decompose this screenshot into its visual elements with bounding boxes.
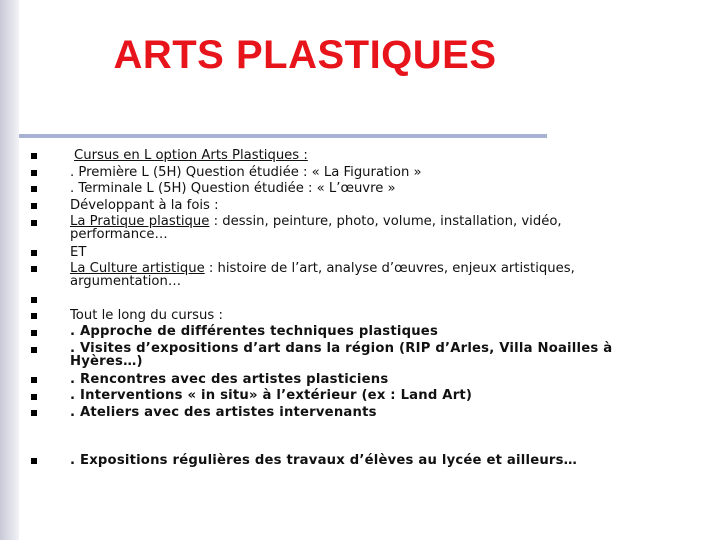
bullet-icon (31, 250, 37, 256)
bullet-icon (31, 153, 37, 159)
list-item: . Ateliers avec des artistes intervenants (70, 405, 377, 420)
bullet-icon (31, 170, 37, 176)
title-divider (19, 134, 547, 138)
list-item: ET (70, 245, 87, 260)
bullet-icon (31, 377, 37, 383)
bullet-icon (31, 458, 37, 464)
cursus-heading-text: Cursus en L option Arts Plastiques : (74, 148, 308, 163)
list-item: . Approche de différentes techniques plastiques (70, 324, 438, 339)
list-item: . Expositions régulières des travaux d’élèves au lycée et ailleurs… (70, 453, 578, 468)
culture-label: La Culture artistique (70, 261, 205, 276)
list-item: . Visites d’expositions d’art dans la région (RIP d’Arles, Villa Noailles à Hyères…) (70, 341, 613, 369)
bullet-icon (31, 297, 37, 303)
page-title: ARTS PLASTIQUES (113, 33, 497, 77)
list-item-culture (70, 262, 638, 288)
list-item: . Première L (5H) Question étudiée : « La Figuration » (70, 165, 422, 180)
culture-text: : histoire de l’art, analyse d’œuvres, enjeux artistiques, argumentation… (70, 261, 575, 289)
bullet-icon (31, 347, 37, 353)
bullet-icon (31, 220, 37, 226)
list-item-pratique (70, 215, 638, 241)
list-item: Développant à la fois : (70, 198, 219, 213)
pratique-label: La Pratique plastique (70, 214, 210, 229)
cursus-heading (74, 149, 638, 162)
bullet-icon (31, 203, 37, 209)
bullet-icon (31, 186, 37, 192)
list-item: . Interventions « in situ» à l’extérieur (ex : Land Art) (70, 388, 473, 403)
bullet-icon (31, 266, 37, 272)
bullet-icon (31, 313, 37, 319)
pratique-text: : dessin, peinture, photo, volume, installation, vidéo, performance… (70, 214, 562, 242)
bullet-icon (31, 410, 37, 416)
list-item: Tout le long du cursus : (70, 308, 223, 323)
list-item: . Terminale L (5H) Question étudiée : « L’œuvre » (70, 181, 396, 196)
list-item: . Rencontres avec des artistes plasticiens (70, 372, 389, 387)
bullet-icon (31, 394, 37, 400)
left-decorative-bar (0, 0, 19, 540)
bullet-icon (31, 330, 37, 336)
